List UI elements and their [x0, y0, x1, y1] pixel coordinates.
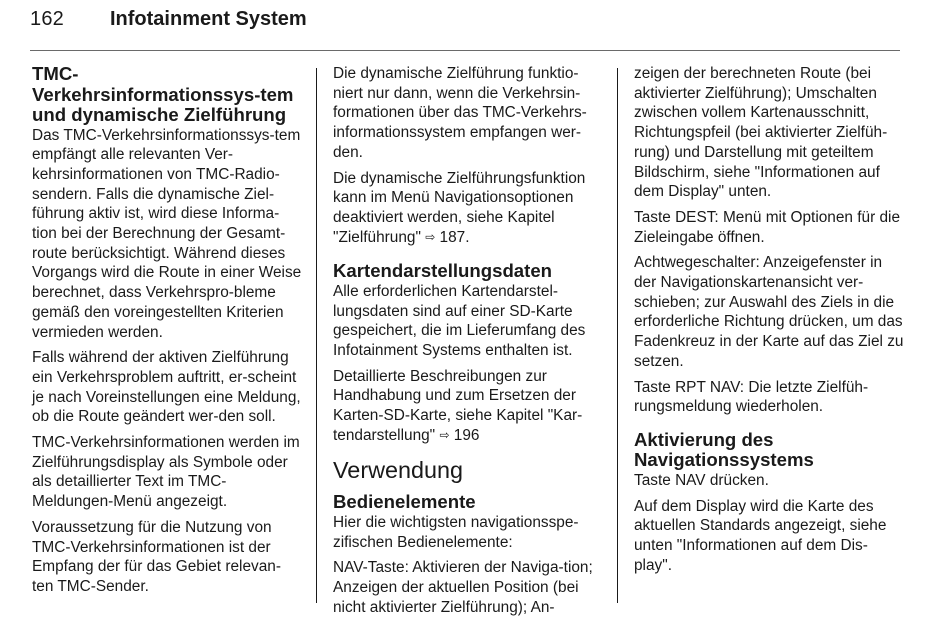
column-divider — [617, 68, 618, 603]
paragraph: Auf dem Display wird die Karte des aktuellen Standards angezeigt, siehe unten "Informationen auf dem Dis-play". — [634, 497, 887, 574]
paragraph: Voraussetzung für die Nutzung von TMC-Verkehrsinformationen ist der Empfang der für das Gebiet relevan-ten TMC-Sender. — [32, 518, 281, 595]
key-term: Achtwegeschalter — [634, 254, 756, 272]
paragraph: TMC-Verkehrsinformationen werden im Zielführungsdisplay als Symbole oder als detaillierter Text im TMC-Meldungen-Menü angezeigt. — [32, 434, 300, 511]
section-heading-aktivierung: Aktivierung des Navigationssystems — [634, 428, 814, 471]
column-middle — [333, 64, 603, 623]
paragraph: Das TMC-Verkehrsinformationssys-tem empfängt alle relevanten Ver-kehrsinformationen von TMC-Radio-sendern. Falls die dynamische Ziel-führung aktiv ist, wird diese Informa-tion bei der Berechnung der Gesamt-route berücksichtigt. Während dieses Vorgangs wird die Route in einer Weise berechnet, dass Verkehrspro-bleme gemäß den voreingestellten Kriterien vermieden werden. — [32, 126, 302, 341]
paragraph: Taste DEST: Menü mit Optionen für die Zieleingabe öffnen. — [634, 208, 901, 246]
key-term: NAV — [675, 471, 706, 489]
chapter-heading-verwendung: Verwendung — [333, 457, 464, 484]
paragraph: NAV-Taste: Aktivieren der Naviga-tion; Anzeigen der aktuellen Position (bei nicht aktivierter Zielführung); An- — [333, 559, 593, 616]
key-term: RPT NAV — [675, 378, 740, 396]
paragraph: Detaillierte Beschreibungen zur Handhabung und zum Ersetzen der Karten-SD-Karte, siehe Kapitel "Kar-tendarstellung" ⇨ 196 — [333, 367, 583, 444]
chapter-title: Infotainment System — [110, 8, 307, 30]
paragraph: Taste RPT NAV: Die letzte Zielfüh-rungsmeldung wiederholen. — [634, 378, 869, 416]
paragraph: zeigen der berechneten Route (bei aktivierter Zielführung); Umschalten zwischen vollem Kartenausschnitt, Richtungspfeil (bei aktivierter Zielfüh-rung) und Darstellung mit geteiltem Bildschirm, siehe "Informationen auf dem Display" unten. — [634, 65, 888, 201]
paragraph: Falls während der aktiven Zielführung ein Verkehrsproblem auftritt, er-scheint je nach Voreinstellungen eine Meldung, ob die Route geändert wer-den soll. — [32, 349, 301, 426]
paragraph: Taste NAV drücken. — [634, 471, 769, 489]
paragraph: Hier die wichtigsten navigationsspe-zifischen Bedienelemente: — [333, 513, 579, 551]
column-divider — [316, 68, 317, 603]
key-term: NAV — [333, 559, 363, 577]
page-reference-arrow-icon: ⇨ — [439, 427, 450, 442]
page-reference-arrow-icon: ⇨ — [425, 229, 436, 244]
column-left — [32, 64, 302, 603]
paragraph: Alle erforderlichen Kartendarstel-lungsdaten sind auf einer SD-Karte gespeichert, die im Lieferumfang des Infotainment Systems enthalten ist. — [333, 282, 586, 359]
section-heading-kartendaten: Kartendarstellungsdaten — [333, 260, 553, 282]
section-heading-tmc: TMC-Verkehrsinformationssys-tem und dynamische Zielführung — [32, 63, 294, 125]
key-term: DEST — [675, 208, 715, 226]
paragraph: Achtwegeschalter: Anzeigefenster in der Navigationskartenansicht ver-schieben; zur Auswahl des Ziels in die erforderliche Richtung drücken, um das Fadenkreuz in der Karte auf das Ziel zu setzen. — [634, 254, 904, 370]
header-rule — [30, 50, 900, 51]
menu-term: Navigationsoptionen — [433, 189, 574, 207]
page-number: 162 — [30, 8, 64, 30]
menu-term: TMC-Meldungen — [32, 473, 227, 511]
column-right — [634, 64, 904, 581]
section-heading-bedienelemente: Bedienelemente — [333, 491, 476, 513]
paragraph: Die dynamische Zielführung funktio-niert nur dann, wenn die Verkehrsin-formationen über das TMC-Verkehrs-informationssystem empfangen wer-den. — [333, 65, 587, 161]
page-header — [30, 8, 307, 40]
paragraph: Die dynamische Zielführungsfunktion kann im Menü Navigationsoptionen deaktiviert werden, siehe Kapitel "Zielführung" ⇨ 187. — [333, 169, 586, 246]
